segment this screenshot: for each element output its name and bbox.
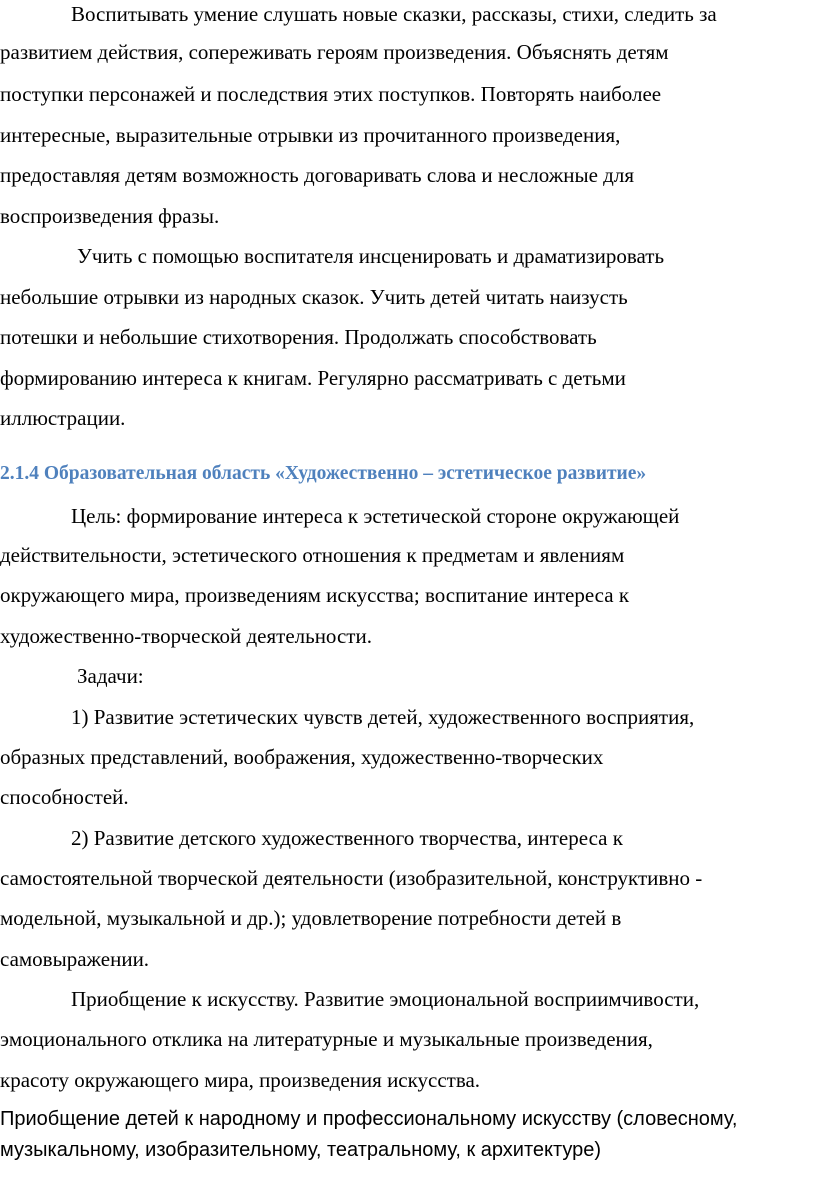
paragraph-2-line-4: формированию интереса к книгам. Регулярно рассматривать с детьми	[0, 366, 626, 390]
paragraph-1-line-1: Воспитывать умение слушать новые сказки, рассказы, стихи, следить за	[71, 2, 717, 26]
paragraph-2-line-5: иллюстрации.	[0, 406, 126, 430]
paragraph-1-line-6: воспроизведения фразы.	[0, 204, 220, 228]
task-2-line-4: самовыражении.	[0, 947, 150, 971]
tasks-label: Задачи:	[77, 664, 144, 688]
goal-line-3: окружающего мира, произведениям искусства; воспитание интереса к	[0, 583, 630, 607]
goal-line-1: Цель: формирование интереса к эстетической стороне окружающей	[71, 504, 680, 528]
section-heading: 2.1.4 Образовательная область «Художественно – эстетическое развитие»	[0, 463, 647, 484]
art-intro-line-2: эмоционального отклика на литературные и музыкальные произведения,	[0, 1027, 653, 1051]
goal-line-4: художественно-творческой деятельности.	[0, 624, 372, 648]
final-line-2: музыкальному, изобразительному, театральному, к архитектуре)	[0, 1139, 602, 1161]
art-intro-line-3: красоту окружающего мира, произведения искусства.	[0, 1068, 481, 1092]
paragraph-2-line-3: потешки и небольшие стихотворения. Продолжать способствовать	[0, 325, 597, 349]
paragraph-1-line-2: развитием действия, сопереживать героям произведения. Объяснять детям	[0, 40, 669, 64]
task-1-line-3: способностей.	[0, 785, 129, 809]
paragraph-1-line-3: поступки персонажей и последствия этих поступков. Повторять наиболее	[0, 82, 662, 106]
task-2-line-1: 2) Развитие детского художественного творчества, интереса к	[71, 826, 623, 850]
art-intro-line-1: Приобщение к искусству. Развитие эмоциональной восприимчивости,	[71, 987, 700, 1011]
goal-line-2: действительности, эстетического отношения к предметам и явлениям	[0, 543, 625, 567]
final-line-1: Приобщение детей к народному и профессиональному искусству (словесному,	[0, 1108, 738, 1130]
task-2-line-3: модельной, музыкальной и др.); удовлетворение потребности детей в	[0, 906, 622, 930]
paragraph-1-line-5: предоставляя детям возможность договаривать слова и несложные для	[0, 163, 634, 187]
task-1-line-2: образных представлений, воображения, художественно-творческих	[0, 745, 604, 769]
paragraph-2-line-2: небольшие отрывки из народных сказок. Учить детей читать наизусть	[0, 285, 628, 309]
task-1-line-1: 1) Развитие эстетических чувств детей, художественного восприятия,	[71, 705, 695, 729]
paragraph-1-line-4: интересные, выразительные отрывки из прочитанного произведения,	[0, 123, 621, 147]
task-2-line-2: самостоятельной творческой деятельности (изобразительной, конструктивно -	[0, 866, 703, 890]
paragraph-2-line-1: Учить с помощью воспитателя инсценировать и драматизировать	[77, 244, 665, 268]
